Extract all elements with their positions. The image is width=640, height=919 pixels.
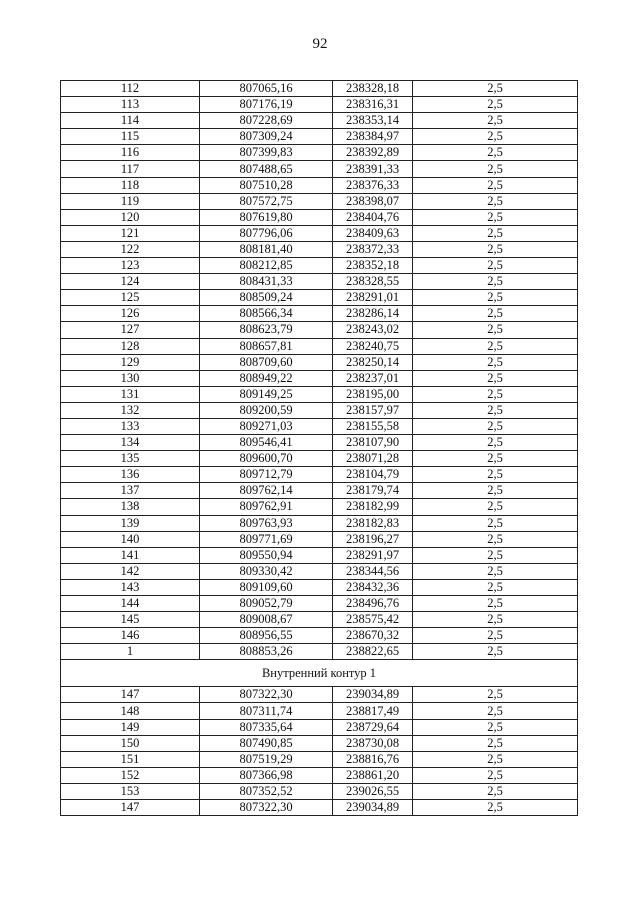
error-cell: 2,5 (413, 451, 578, 467)
x-coordinate-cell: 809546,41 (200, 435, 333, 451)
page-number: 92 (312, 36, 328, 52)
error-cell: 2,5 (413, 370, 578, 386)
y-coordinate-cell: 238376,33 (333, 177, 413, 193)
y-coordinate-cell: 238196,27 (333, 531, 413, 547)
y-coordinate-cell: 238670,32 (333, 628, 413, 644)
error-cell: 2,5 (413, 531, 578, 547)
point-number-cell: 1 (61, 644, 200, 660)
table-row (61, 596, 578, 612)
y-coordinate-cell: 238240,75 (333, 338, 413, 354)
x-coordinate-cell: 807228,69 (200, 113, 333, 129)
error-cell: 2,5 (413, 612, 578, 628)
table-row (61, 735, 578, 751)
error-cell: 2,5 (413, 499, 578, 515)
y-coordinate-cell: 238409,63 (333, 225, 413, 241)
y-coordinate-cell: 238286,14 (333, 306, 413, 322)
point-number-cell: 128 (61, 338, 200, 354)
x-coordinate-cell: 807322,30 (200, 800, 333, 816)
x-coordinate-cell: 807311,74 (200, 703, 333, 719)
x-coordinate-cell: 808509,24 (200, 290, 333, 306)
y-coordinate-cell: 239034,89 (333, 687, 413, 703)
y-coordinate-cell: 238817,49 (333, 703, 413, 719)
section-row (61, 660, 578, 687)
error-cell: 2,5 (413, 241, 578, 257)
x-coordinate-cell: 808956,55 (200, 628, 333, 644)
y-coordinate-cell: 238291,01 (333, 290, 413, 306)
point-number-cell: 120 (61, 209, 200, 225)
point-number-cell: 139 (61, 515, 200, 531)
error-cell: 2,5 (413, 628, 578, 644)
y-coordinate-cell: 238404,76 (333, 209, 413, 225)
point-number-cell: 151 (61, 751, 200, 767)
table-row (61, 306, 578, 322)
error-cell: 2,5 (413, 258, 578, 274)
point-number-cell: 115 (61, 129, 200, 145)
x-coordinate-cell: 807352,52 (200, 783, 333, 799)
x-coordinate-cell: 807366,98 (200, 767, 333, 783)
table-row (61, 290, 578, 306)
point-number-cell: 131 (61, 386, 200, 402)
y-coordinate-cell: 238291,97 (333, 547, 413, 563)
y-coordinate-cell: 238182,83 (333, 515, 413, 531)
point-number-cell: 122 (61, 241, 200, 257)
table-row (61, 719, 578, 735)
coordinates-table (60, 80, 578, 816)
error-cell: 2,5 (413, 81, 578, 97)
table-row (61, 531, 578, 547)
error-cell: 2,5 (413, 735, 578, 751)
point-number-cell: 145 (61, 612, 200, 628)
error-cell: 2,5 (413, 145, 578, 161)
x-coordinate-cell: 808853,26 (200, 644, 333, 660)
error-cell: 2,5 (413, 483, 578, 499)
error-cell: 2,5 (413, 129, 578, 145)
y-coordinate-cell: 238822,65 (333, 644, 413, 660)
error-cell: 2,5 (413, 354, 578, 370)
y-coordinate-cell: 238157,97 (333, 402, 413, 418)
y-coordinate-cell: 238372,33 (333, 241, 413, 257)
x-coordinate-cell: 807399,83 (200, 145, 333, 161)
table-row (61, 451, 578, 467)
y-coordinate-cell: 238179,74 (333, 483, 413, 499)
table-row (61, 274, 578, 290)
x-coordinate-cell: 809762,91 (200, 499, 333, 515)
y-coordinate-cell: 238496,76 (333, 596, 413, 612)
point-number-cell: 121 (61, 225, 200, 241)
error-cell: 2,5 (413, 703, 578, 719)
error-cell: 2,5 (413, 579, 578, 595)
point-number-cell: 144 (61, 596, 200, 612)
table-row (61, 628, 578, 644)
y-coordinate-cell: 238155,58 (333, 418, 413, 434)
error-cell: 2,5 (413, 113, 578, 129)
table-row (61, 703, 578, 719)
error-cell: 2,5 (413, 767, 578, 783)
x-coordinate-cell: 807322,30 (200, 687, 333, 703)
table-row (61, 129, 578, 145)
point-number-cell: 134 (61, 435, 200, 451)
error-cell: 2,5 (413, 596, 578, 612)
error-cell: 2,5 (413, 800, 578, 816)
table-row (61, 370, 578, 386)
x-coordinate-cell: 808212,85 (200, 258, 333, 274)
y-coordinate-cell: 238237,01 (333, 370, 413, 386)
y-coordinate-cell: 238432,36 (333, 579, 413, 595)
point-number-cell: 142 (61, 563, 200, 579)
error-cell: 2,5 (413, 418, 578, 434)
x-coordinate-cell: 809771,69 (200, 531, 333, 547)
x-coordinate-cell: 809052,79 (200, 596, 333, 612)
y-coordinate-cell: 238861,20 (333, 767, 413, 783)
x-coordinate-cell: 807335,64 (200, 719, 333, 735)
y-coordinate-cell: 238071,28 (333, 451, 413, 467)
x-coordinate-cell: 808623,79 (200, 322, 333, 338)
table-row (61, 145, 578, 161)
section-title: Внутренний контур 1 (61, 660, 578, 687)
y-coordinate-cell: 238243,02 (333, 322, 413, 338)
y-coordinate-cell: 238575,42 (333, 612, 413, 628)
y-coordinate-cell: 238352,18 (333, 258, 413, 274)
error-cell: 2,5 (413, 161, 578, 177)
y-coordinate-cell: 238729,64 (333, 719, 413, 735)
x-coordinate-cell: 807490,85 (200, 735, 333, 751)
x-coordinate-cell: 808566,34 (200, 306, 333, 322)
y-coordinate-cell: 238328,55 (333, 274, 413, 290)
y-coordinate-cell: 238328,18 (333, 81, 413, 97)
point-number-cell: 147 (61, 687, 200, 703)
point-number-cell: 119 (61, 193, 200, 209)
error-cell: 2,5 (413, 97, 578, 113)
point-number-cell: 141 (61, 547, 200, 563)
point-number-cell: 135 (61, 451, 200, 467)
y-coordinate-cell: 238392,89 (333, 145, 413, 161)
point-number-cell: 152 (61, 767, 200, 783)
point-number-cell: 132 (61, 402, 200, 418)
point-number-cell: 149 (61, 719, 200, 735)
x-coordinate-cell: 807176,19 (200, 97, 333, 113)
y-coordinate-cell: 238316,31 (333, 97, 413, 113)
table-row (61, 241, 578, 257)
y-coordinate-cell: 238344,56 (333, 563, 413, 579)
point-number-cell: 153 (61, 783, 200, 799)
error-cell: 2,5 (413, 547, 578, 563)
point-number-cell: 125 (61, 290, 200, 306)
table-row (61, 612, 578, 628)
error-cell: 2,5 (413, 644, 578, 660)
point-number-cell: 140 (61, 531, 200, 547)
x-coordinate-cell: 807796,06 (200, 225, 333, 241)
y-coordinate-cell: 238182,99 (333, 499, 413, 515)
table-row (61, 515, 578, 531)
x-coordinate-cell: 807510,28 (200, 177, 333, 193)
point-number-cell: 138 (61, 499, 200, 515)
error-cell: 2,5 (413, 177, 578, 193)
table-row (61, 386, 578, 402)
x-coordinate-cell: 808657,81 (200, 338, 333, 354)
y-coordinate-cell: 238353,14 (333, 113, 413, 129)
x-coordinate-cell: 809109,60 (200, 579, 333, 595)
error-cell: 2,5 (413, 435, 578, 451)
table-row (61, 81, 578, 97)
point-number-cell: 114 (61, 113, 200, 129)
table-row (61, 499, 578, 515)
coordinates-table-body (61, 81, 578, 816)
y-coordinate-cell: 238730,08 (333, 735, 413, 751)
table-row (61, 97, 578, 113)
x-coordinate-cell: 809600,70 (200, 451, 333, 467)
y-coordinate-cell: 238816,76 (333, 751, 413, 767)
x-coordinate-cell: 808709,60 (200, 354, 333, 370)
table-row (61, 258, 578, 274)
y-coordinate-cell: 238384,97 (333, 129, 413, 145)
x-coordinate-cell: 807572,75 (200, 193, 333, 209)
table-row (61, 418, 578, 434)
x-coordinate-cell: 807488,65 (200, 161, 333, 177)
table-row (61, 579, 578, 595)
table-row (61, 767, 578, 783)
table-row (61, 687, 578, 703)
error-cell: 2,5 (413, 515, 578, 531)
table-row (61, 322, 578, 338)
error-cell: 2,5 (413, 209, 578, 225)
point-number-cell: 150 (61, 735, 200, 751)
x-coordinate-cell: 809762,14 (200, 483, 333, 499)
point-number-cell: 127 (61, 322, 200, 338)
x-coordinate-cell: 808181,40 (200, 241, 333, 257)
error-cell: 2,5 (413, 563, 578, 579)
point-number-cell: 143 (61, 579, 200, 595)
x-coordinate-cell: 809200,59 (200, 402, 333, 418)
error-cell: 2,5 (413, 322, 578, 338)
y-coordinate-cell: 238104,79 (333, 467, 413, 483)
y-coordinate-cell: 239034,89 (333, 800, 413, 816)
table-row (61, 563, 578, 579)
error-cell: 2,5 (413, 467, 578, 483)
point-number-cell: 146 (61, 628, 200, 644)
table-row (61, 193, 578, 209)
table-row (61, 402, 578, 418)
table-row (61, 644, 578, 660)
x-coordinate-cell: 807065,16 (200, 81, 333, 97)
point-number-cell: 118 (61, 177, 200, 193)
x-coordinate-cell: 808431,33 (200, 274, 333, 290)
point-number-cell: 113 (61, 97, 200, 113)
y-coordinate-cell: 239026,55 (333, 783, 413, 799)
table-row (61, 209, 578, 225)
error-cell: 2,5 (413, 719, 578, 735)
x-coordinate-cell: 808949,22 (200, 370, 333, 386)
error-cell: 2,5 (413, 386, 578, 402)
x-coordinate-cell: 807619,80 (200, 209, 333, 225)
y-coordinate-cell: 238398,07 (333, 193, 413, 209)
table-row (61, 177, 578, 193)
x-coordinate-cell: 809550,94 (200, 547, 333, 563)
error-cell: 2,5 (413, 338, 578, 354)
point-number-cell: 129 (61, 354, 200, 370)
error-cell: 2,5 (413, 687, 578, 703)
table-row (61, 161, 578, 177)
table-row (61, 483, 578, 499)
error-cell: 2,5 (413, 306, 578, 322)
point-number-cell: 126 (61, 306, 200, 322)
table-row (61, 354, 578, 370)
x-coordinate-cell: 807309,24 (200, 129, 333, 145)
point-number-cell: 117 (61, 161, 200, 177)
point-number-cell: 137 (61, 483, 200, 499)
error-cell: 2,5 (413, 225, 578, 241)
table-row (61, 435, 578, 451)
y-coordinate-cell: 238107,90 (333, 435, 413, 451)
table-row (61, 338, 578, 354)
point-number-cell: 116 (61, 145, 200, 161)
point-number-cell: 136 (61, 467, 200, 483)
x-coordinate-cell: 809149,25 (200, 386, 333, 402)
error-cell: 2,5 (413, 783, 578, 799)
error-cell: 2,5 (413, 402, 578, 418)
y-coordinate-cell: 238250,14 (333, 354, 413, 370)
x-coordinate-cell: 809271,03 (200, 418, 333, 434)
x-coordinate-cell: 809763,93 (200, 515, 333, 531)
table-row (61, 467, 578, 483)
table-row (61, 225, 578, 241)
table-row (61, 547, 578, 563)
point-number-cell: 133 (61, 418, 200, 434)
table-row (61, 751, 578, 767)
x-coordinate-cell: 809712,79 (200, 467, 333, 483)
y-coordinate-cell: 238391,33 (333, 161, 413, 177)
point-number-cell: 147 (61, 800, 200, 816)
table-row (61, 800, 578, 816)
x-coordinate-cell: 809008,67 (200, 612, 333, 628)
error-cell: 2,5 (413, 193, 578, 209)
y-coordinate-cell: 238195,00 (333, 386, 413, 402)
point-number-cell: 148 (61, 703, 200, 719)
x-coordinate-cell: 809330,42 (200, 563, 333, 579)
point-number-cell: 123 (61, 258, 200, 274)
error-cell: 2,5 (413, 290, 578, 306)
point-number-cell: 130 (61, 370, 200, 386)
x-coordinate-cell: 807519,29 (200, 751, 333, 767)
error-cell: 2,5 (413, 751, 578, 767)
table-row (61, 113, 578, 129)
error-cell: 2,5 (413, 274, 578, 290)
point-number-cell: 112 (61, 81, 200, 97)
table-row (61, 783, 578, 799)
point-number-cell: 124 (61, 274, 200, 290)
